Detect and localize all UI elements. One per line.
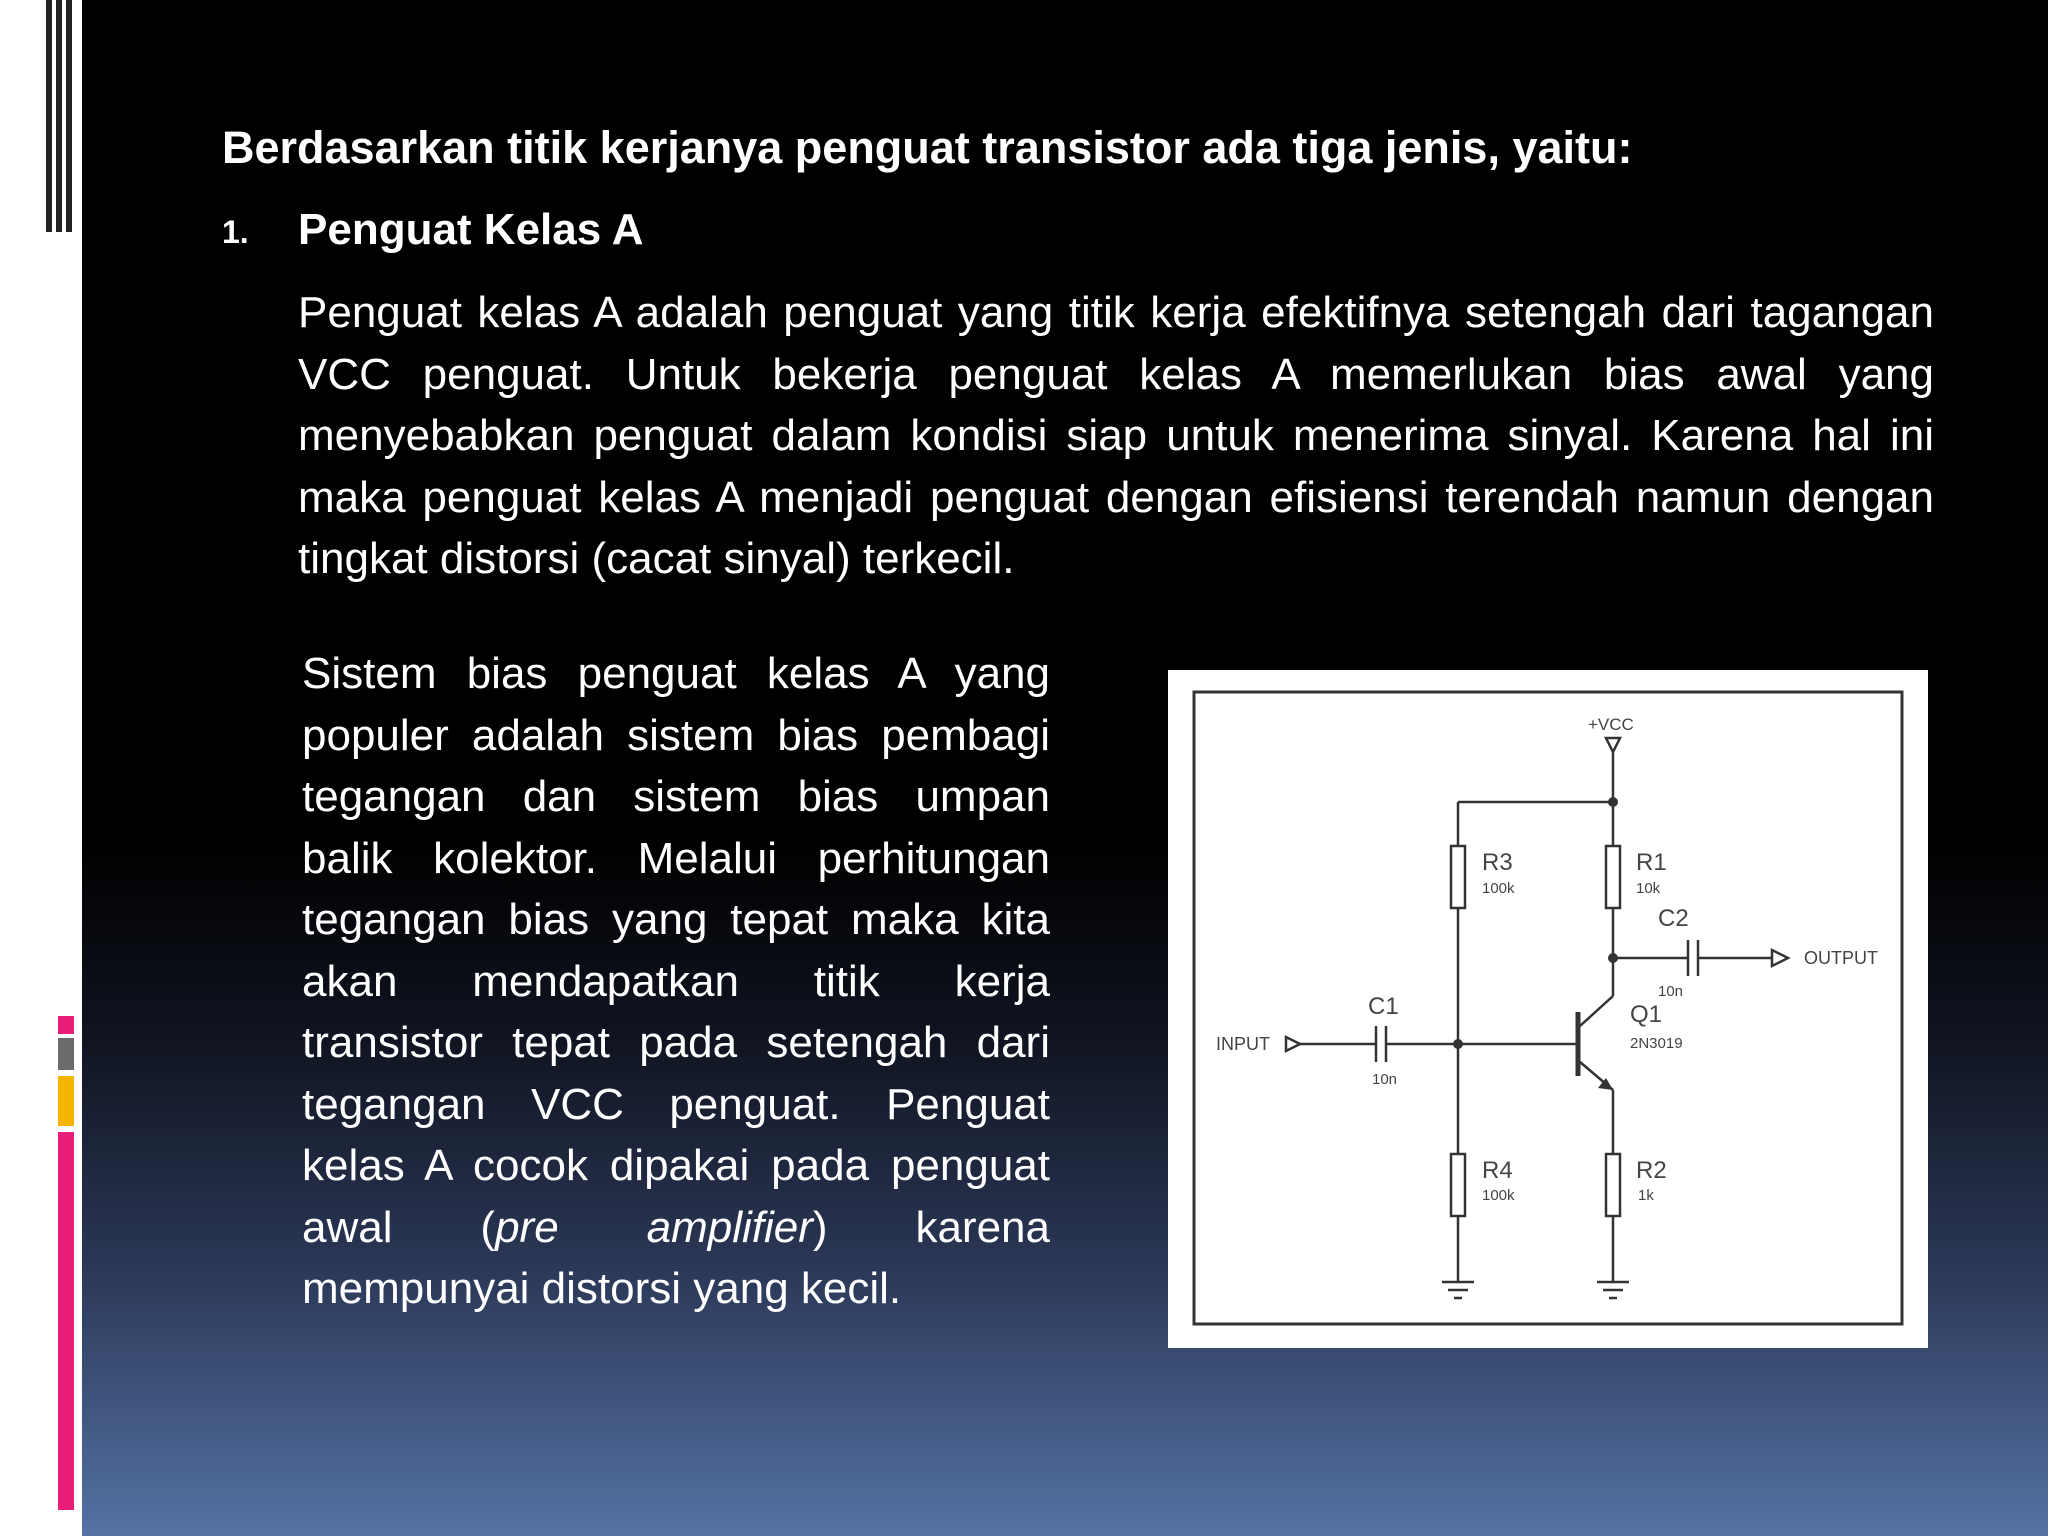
decor-stripe bbox=[66, 0, 72, 232]
paragraph-text: Sistem bias penguat kelas A yang populer adalah sistem bias pembagi tegangan dan sistem bias umpan balik kolektor. Melalui perhitungan tegangan bias yang tepat maka kita akan mendapatkan titik kerja transistor tepat pada setengah dari tegangan VCC penguat. Penguat kelas A cocok dipakai pada penguat awal ( bbox=[302, 649, 1050, 1252]
q1-label: Q1 bbox=[1630, 1001, 1663, 1028]
input-arrow bbox=[1286, 1037, 1300, 1051]
transistor-collector bbox=[1580, 996, 1613, 1026]
input-label: INPUT bbox=[1216, 1034, 1270, 1054]
resistor-r1 bbox=[1606, 846, 1620, 908]
decor-stripe bbox=[56, 0, 62, 232]
paragraph-bias-system bbox=[302, 643, 1050, 1320]
resistor-r3 bbox=[1451, 846, 1465, 908]
left-margin bbox=[0, 0, 82, 1536]
r2-label: R2 bbox=[1636, 1157, 1667, 1184]
paragraph-text: ) karena mempunyai distorsi yang kecil. bbox=[302, 1202, 1050, 1313]
r1-value: 10k bbox=[1636, 880, 1661, 897]
r2-value: 1k bbox=[1638, 1187, 1654, 1204]
r4-label: R4 bbox=[1482, 1157, 1513, 1184]
decor-stripe bbox=[46, 0, 52, 232]
accent-bar-yellow bbox=[58, 1076, 74, 1126]
r4-value: 100k bbox=[1482, 1187, 1515, 1204]
accent-bar-gray bbox=[58, 1038, 74, 1070]
resistor-r4 bbox=[1451, 1154, 1465, 1216]
output-arrow bbox=[1772, 950, 1788, 966]
italic-term: pre amplifier bbox=[495, 1202, 813, 1252]
vcc-arrow bbox=[1606, 738, 1620, 752]
output-label: OUTPUT bbox=[1804, 948, 1878, 968]
c2-label: C2 bbox=[1658, 905, 1689, 932]
c1-label: C1 bbox=[1368, 993, 1399, 1020]
junction-dot bbox=[1453, 1039, 1463, 1049]
r1-label: R1 bbox=[1636, 849, 1667, 876]
c2-value: 10n bbox=[1658, 983, 1684, 1000]
r3-value: 100k bbox=[1482, 880, 1515, 897]
c1-value: 10n bbox=[1372, 1071, 1398, 1088]
diagram-frame bbox=[1194, 692, 1902, 1324]
r3-label: R3 bbox=[1482, 849, 1513, 876]
q1-value: 2N3019 bbox=[1630, 1035, 1683, 1052]
junction-dot bbox=[1608, 953, 1618, 963]
junction-dot bbox=[1608, 797, 1618, 807]
circuit-diagram bbox=[1168, 670, 1928, 1348]
list-number: 1. bbox=[222, 214, 249, 250]
accent-bar-pink-small bbox=[58, 1016, 74, 1034]
paragraph-class-a-definition: Penguat kelas A adalah penguat yang titik kerja efektifnya setengah dari tagangan VCC penguat. Untuk bekerja penguat kelas A memerlukan bias awal yang menyebabkan penguat dalam kondisi siap untuk menerima sinyal. Karena hal ini maka penguat kelas A menjadi penguat dengan efisiensi terendah namun dengan tingkat distorsi (cacat sinyal) terkecil. bbox=[298, 288, 1934, 583]
accent-bar-pink bbox=[58, 1132, 74, 1510]
slide-title: Berdasarkan titik kerjanya penguat transistor ada tiga jenis, yaitu: bbox=[222, 122, 1633, 173]
vcc-label: +VCC bbox=[1588, 715, 1634, 734]
resistor-r2 bbox=[1606, 1154, 1620, 1216]
subheading: Penguat Kelas A bbox=[298, 205, 644, 254]
